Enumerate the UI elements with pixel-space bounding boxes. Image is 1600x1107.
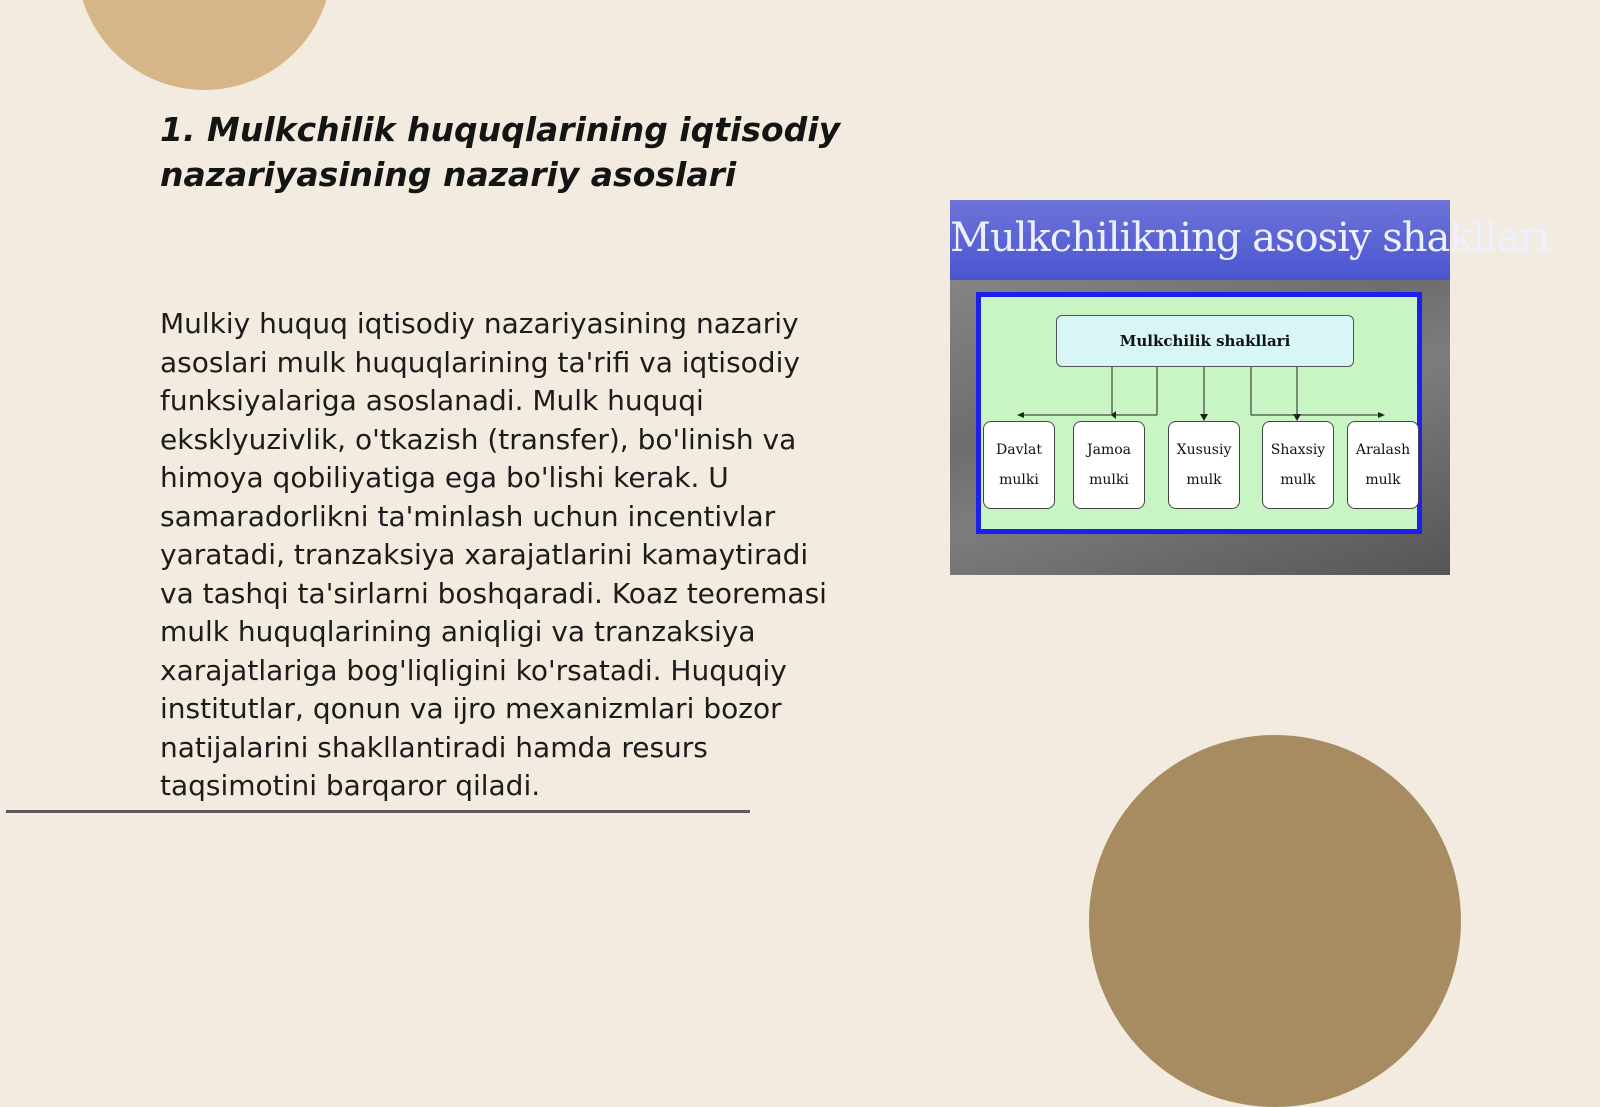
diagram-node-label: Jamoa xyxy=(1086,442,1131,458)
diagram-node-xususiy xyxy=(1168,421,1240,509)
diagram-node-jamoa xyxy=(1073,421,1145,509)
decorative-circle-bottom xyxy=(1089,735,1461,1107)
diagram-node-label: mulki xyxy=(1089,472,1129,488)
diagram-node-label: mulk xyxy=(1365,472,1401,488)
diagram-node-shaxsiy xyxy=(1262,421,1334,509)
diagram-node-label: Aralash xyxy=(1355,442,1411,458)
diagram-root-node: Mulkchilik shakllari xyxy=(1056,315,1354,367)
diagram-header xyxy=(950,200,1549,280)
ownership-forms-diagram xyxy=(950,200,1549,575)
slide-body-text: Mulkiy huquq iqtisodiy nazariyasining nazariy asoslari mulk huquqlarining ta'rifi va iqtisodiy funksiyalariga asoslanadi. Mulk huquqi eksklyuzivlik, o'tkazish (transfer), bo'linish va himoya qobiliyatiga ega bo'lishi kerak. U samaradorlikni ta'minlash uchun incentivlar yaratadi, tranzaksiya xarajatlarini kamaytiradi va tashqi ta'sirlarni boshqaradi. Koaz teoremasi mulk huquqlarining aniqligi va tranzaksiya xarajatlariga bog'liqligini ko'rsatadi. Huquqiy institutlar, qonun va ijro mexanizmlari bozor natijalarini shakllantiradi hamda resurs taqsimotini barqaror qiladi. xyxy=(160,307,827,802)
diagram-title: Mulkchilikning asosiy shakllari xyxy=(950,215,1549,261)
diagram-node-label: mulk xyxy=(1280,472,1316,488)
diagram-node-label: mulk xyxy=(1186,472,1222,488)
diagram-node-label: Davlat xyxy=(996,442,1042,458)
diagram-node-label: Shaxsiy xyxy=(1270,442,1326,458)
diagram-node-aralash xyxy=(1347,421,1419,509)
diagram-node-label: mulki xyxy=(999,472,1039,488)
diagram-panel xyxy=(976,292,1422,534)
decorative-circle-top xyxy=(77,0,332,90)
diagram-node-label: Xususiy xyxy=(1176,442,1232,458)
divider-line xyxy=(6,810,750,813)
slide-title: 1. Mulkchilik huquqlarining iqtisodiy nazariyasining nazariy asoslari xyxy=(160,110,841,194)
diagram-node-davlat xyxy=(983,421,1055,509)
